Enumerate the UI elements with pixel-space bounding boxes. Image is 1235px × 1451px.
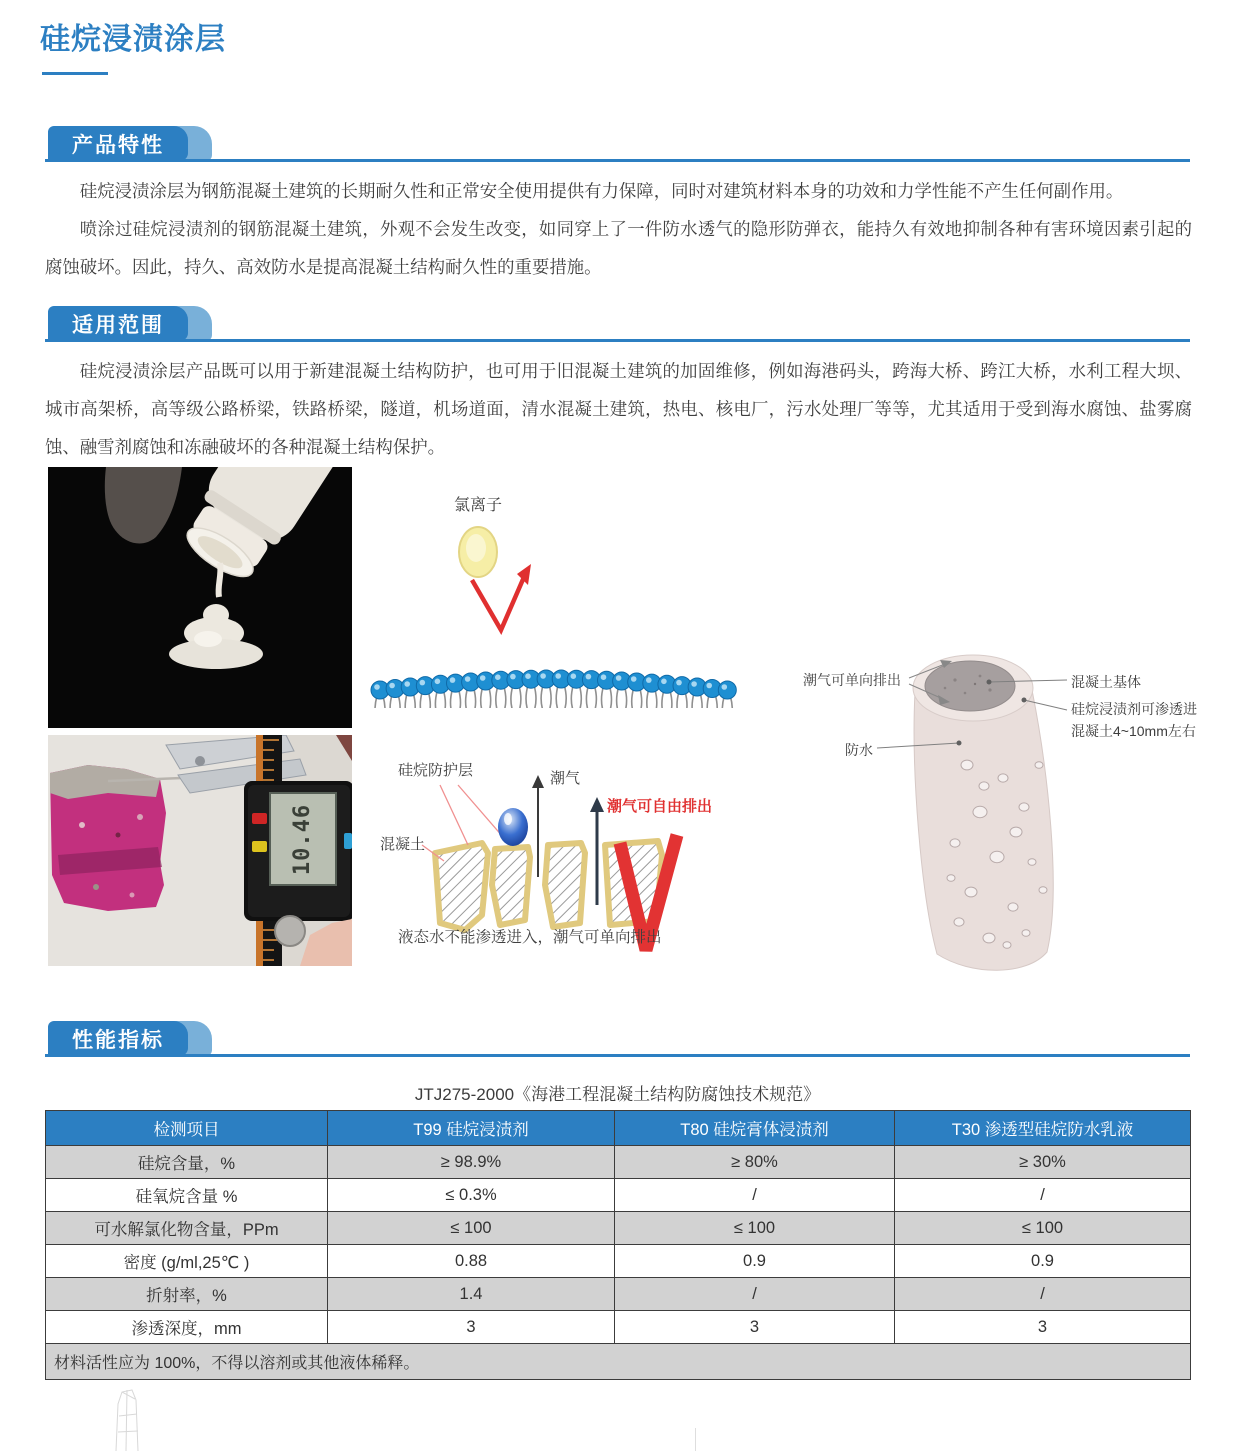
caliper-lcd xyxy=(270,793,336,885)
table-header-cell: T80 硅烷膏体浸渍剂 xyxy=(615,1111,895,1146)
table-caption: JTJ275-2000《海港工程混凝土结构防腐蚀技术规范》 xyxy=(414,1085,821,1104)
table-cell: 密度 (g/ml,25℃ ) xyxy=(46,1245,328,1278)
table-row xyxy=(46,1179,1191,1212)
table-cell: / xyxy=(615,1179,895,1212)
features-paragraph-2: 喷涂过硅烷浸渍剂的钢筋混凝土建筑，外观不会发生改变，如同穿上了一件防水透气的隐形防弹衣，能持久有效地抑制各种有害环境因素引起的腐蚀破坏。因此，持久、高效防水是提高混凝土结构耐久性的重要措施。 xyxy=(45,219,1192,277)
building-watermark xyxy=(108,1386,158,1451)
cylinder-diagram-graphic xyxy=(775,560,1225,992)
moisture-vapor-label: 潮气 xyxy=(550,770,581,787)
table-header-cell: T99 硅烷浸渍剂 xyxy=(328,1111,615,1146)
table-cell: 3 xyxy=(615,1311,895,1344)
cylinder-penetrate-line1: 硅烷浸渍剂可渗透进 xyxy=(1071,701,1197,717)
table-cell: ≥ 80% xyxy=(615,1146,895,1179)
table-cell: ≤ 0.3% xyxy=(328,1179,615,1212)
table-cell: / xyxy=(615,1278,895,1311)
table-cell: 硅氧烷含量 % xyxy=(46,1179,328,1212)
table-header-cell: T30 渗透型硅烷防水乳液 xyxy=(895,1111,1191,1146)
cylinder-one-way-label: 潮气可单向排出 xyxy=(803,672,901,688)
table-cell: ≥ 98.9% xyxy=(328,1146,615,1179)
features-paragraphs xyxy=(45,172,1192,286)
caliper-lcd-value: 10.46 xyxy=(290,803,316,875)
table-cell: / xyxy=(895,1278,1191,1311)
table-cell: 可水解氯化物含量，PPm xyxy=(46,1212,328,1245)
table-row xyxy=(46,1278,1191,1311)
table-row xyxy=(46,1245,1191,1278)
table-cell: 渗透深度，mm xyxy=(46,1311,328,1344)
moisture-free-out-label: 潮气可自由排出 xyxy=(607,798,713,815)
cylinder-waterproof-label: 防水 xyxy=(845,742,873,758)
table-footer-row xyxy=(46,1344,1191,1380)
figure-cylinder-diagram xyxy=(775,560,1225,992)
title-underline xyxy=(42,72,108,75)
chloride-ion-label: 氯离子 xyxy=(454,497,503,514)
table-cell: ≤ 100 xyxy=(615,1212,895,1245)
section-header-scope xyxy=(48,306,258,341)
table-cell: ≤ 100 xyxy=(895,1212,1191,1245)
figure-moisture-diagram xyxy=(370,745,762,967)
chloride-diagram-graphic xyxy=(368,478,740,708)
table-cell: ≥ 30% xyxy=(895,1146,1191,1179)
table-cell: 3 xyxy=(895,1311,1191,1344)
figure-chloride-diagram xyxy=(368,478,740,708)
table-cell: ≤ 100 xyxy=(328,1212,615,1245)
figure-caliper-photo xyxy=(48,735,352,966)
faint-divider-line xyxy=(695,1428,696,1451)
table-cell: 硅烷含量，% xyxy=(46,1146,328,1179)
section-header-features xyxy=(48,126,258,161)
section-header-performance xyxy=(48,1021,258,1056)
section-tab-label: 性能指标 xyxy=(48,1021,188,1056)
cylinder-matrix-label: 混凝土基体 xyxy=(1071,674,1141,690)
section-rule xyxy=(45,1054,1190,1057)
table-cell: / xyxy=(895,1179,1191,1212)
section-rule xyxy=(45,339,1190,342)
moisture-caption: 液态水不能渗透进入，潮气可单向排出 xyxy=(398,929,662,946)
table-cell: 0.9 xyxy=(615,1245,895,1278)
pour-photo-graphic xyxy=(48,467,352,728)
table-row xyxy=(46,1212,1191,1245)
performance-table xyxy=(45,1110,1191,1380)
cylinder-penetrate-line2: 混凝土4~10mm左右 xyxy=(1071,723,1196,739)
section-tab-label: 产品特性 xyxy=(48,126,188,161)
table-cell: 0.88 xyxy=(328,1245,615,1278)
table-cell: 1.4 xyxy=(328,1278,615,1311)
cylinder-penetrate-label xyxy=(1071,698,1197,742)
moisture-layer-label: 硅烷防护层 xyxy=(398,762,474,779)
table-header-row xyxy=(46,1111,1191,1146)
table-footer-note: 材料活性应为 100%，不得以溶剂或其他液体稀释。 xyxy=(46,1344,1191,1380)
moisture-concrete-label: 混凝土 xyxy=(380,836,426,853)
table-row xyxy=(46,1311,1191,1344)
page-title: 硅烷浸渍涂层 xyxy=(40,23,226,56)
table-cell: 折射率，% xyxy=(46,1278,328,1311)
table-row xyxy=(46,1146,1191,1179)
table-header-cell: 检测项目 xyxy=(46,1111,328,1146)
table-cell: 0.9 xyxy=(895,1245,1191,1278)
scope-paragraph-1: 硅烷浸渍涂层产品既可以用于新建混凝土结构防护，也可用于旧混凝土建筑的加固维修，例如海港码头，跨海大桥、跨江大桥，水利工程大坝、城市高架桥，高等级公路桥梁，铁路桥梁，隧道，机场道面，清水混凝土建筑，热电、核电厂，污水处理厂等等，尤其适用于受到海水腐蚀、盐雾腐蚀、融雪剂腐蚀和冻融破坏的各种混凝土结构保护。 xyxy=(45,361,1192,457)
features-paragraph-1: 硅烷浸渍涂层为钢筋混凝土建筑的长期耐久性和正常安全使用提供有力保障，同时对建筑材料本身的功效和力学性能不产生任何副作用。 xyxy=(79,181,1124,201)
scope-paragraphs xyxy=(45,352,1192,466)
figure-pour-photo xyxy=(48,467,352,728)
section-tab-label: 适用范围 xyxy=(48,306,188,341)
table-cell: 3 xyxy=(328,1311,615,1344)
section-rule xyxy=(45,159,1190,162)
